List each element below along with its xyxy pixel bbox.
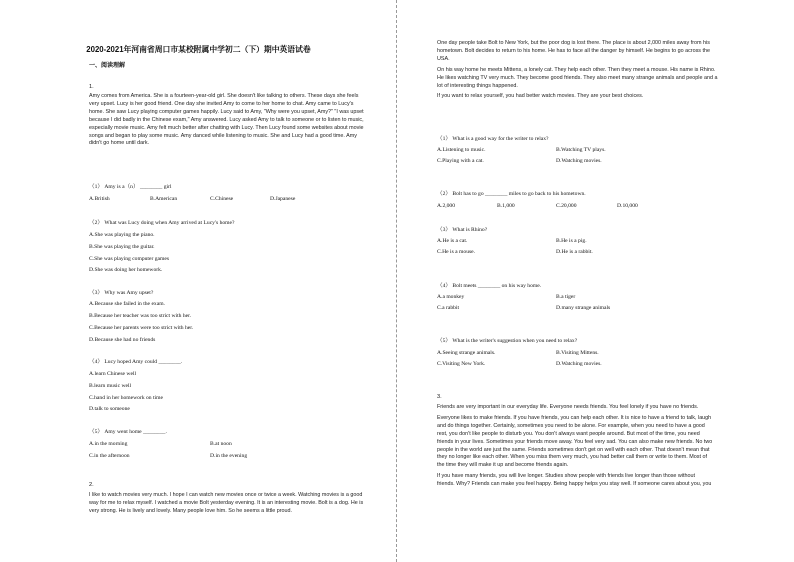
option-c[interactable]: C.Chinese xyxy=(210,196,234,202)
option-b[interactable]: B.Because her teacher was too strict with her. xyxy=(89,313,192,319)
option-d[interactable]: D.She was doing her homework. xyxy=(89,267,163,273)
option-b[interactable]: B.a tiger xyxy=(556,294,576,300)
option-a[interactable]: A.Because she failed in the exam. xyxy=(89,301,165,307)
option-a[interactable]: A.learn Chinese well xyxy=(89,371,137,377)
option-a[interactable]: A.2,000 xyxy=(437,203,456,209)
option-b[interactable]: B.Watching TV plays. xyxy=(556,147,606,153)
option-a[interactable]: A.He is a cat. xyxy=(437,238,468,244)
option-d[interactable]: D.Watching movies. xyxy=(556,361,602,367)
option-c[interactable]: C.She was playing computer games xyxy=(89,256,170,262)
option-b[interactable]: B.American xyxy=(150,196,178,202)
option-a[interactable]: A.Seeing strange animals. xyxy=(437,350,496,356)
page-title: 2020-2021年河南省周口市某校附属中学初二（下）期中英语试卷 xyxy=(86,45,311,54)
option-d[interactable]: D.Japanese xyxy=(270,196,296,202)
option-a[interactable]: A.a monkey xyxy=(437,294,465,300)
option-d[interactable]: D.10,000 xyxy=(617,203,638,209)
question-stem: （4） Lucy hoped Amy could ________. xyxy=(89,359,183,365)
option-b[interactable]: B.learn music well xyxy=(89,383,132,389)
option-d[interactable]: D.talk to someone xyxy=(89,406,130,412)
passage-number: 3. xyxy=(437,394,442,400)
question-stem: （5） What is the writer's suggestion when you need to relax? xyxy=(437,338,578,344)
option-c[interactable]: C.Visiting New York. xyxy=(437,361,486,367)
question-stem: （2） What was Lucy doing when Amy arrived at Lucy's home? xyxy=(89,220,235,226)
passage-1-text: Amy comes from America. She is a fourteen-year-old girl. She doesn't like talking to others. These days she feels very upset. Lucy is her good friend. One day she invited Amy to come to her home to chat. Amy came to Lucy's home. She saw Lucy playing computer games happily. Lucy said to Amy, "Why were you upset, Amy?" "I was upset because I did badly in the Chinese exam," Amy answered. Lucy asked Amy to talk to someone or to listen to music, especially movie music. Amy felt much better after chatting with Lucy. Then Lucy found some websites about movie songs and began to play some music. Amy danced while listening to music. She and Lucy had a good time. Amy didn't go home until dark. xyxy=(89,93,364,147)
option-a[interactable]: A.Listening to music. xyxy=(437,147,486,153)
question-stem: （2） Bolt has to go ________ miles to go back to his hometown. xyxy=(437,191,586,197)
question-stem: （3） What is Rhino? xyxy=(437,227,488,233)
option-c[interactable]: C.Because her parents were too strict with her. xyxy=(89,325,194,331)
option-b[interactable]: B.at noon xyxy=(210,441,232,447)
question-stem: （4） Bolt meets ________ on his way home. xyxy=(437,283,542,289)
option-c[interactable]: C.20,000 xyxy=(556,203,577,209)
option-c[interactable]: C.hand in her homework on time xyxy=(89,395,163,401)
option-a[interactable]: A.British xyxy=(89,196,110,202)
passage-2-text-cont: One day people take Bolt to New York, but the poor dog is lost there. The place is about 2,000 miles away from his hometown. Bolt decides to return to his home. He has to face all the danger by himself. He begins to go across the USA. On his way home he meets Mittens, a lonely cat. They help each other. Then they meet a mouse. His name is Rhino. He likes watching TV very much. They become good friends. They also meet many strange animals and people and a lot of interesting things happened. If you want to relax yourself, you had better watch movies. They are your best choices. xyxy=(437,40,718,100)
option-d[interactable]: D.Watching movies. xyxy=(556,158,602,164)
option-b[interactable]: B.1,000 xyxy=(497,203,515,209)
option-d[interactable]: D.many strange animals xyxy=(556,305,611,311)
option-d[interactable]: D.He is a rabbit. xyxy=(556,249,593,255)
option-b[interactable]: B.She was playing the guitar. xyxy=(89,244,155,250)
option-a[interactable]: A.in the morning xyxy=(89,441,128,447)
option-d[interactable]: D.Because she had no friends xyxy=(89,337,156,343)
question-stem: （3） Why was Amy upset? xyxy=(89,290,154,296)
option-c[interactable]: C.He is a mouse. xyxy=(437,249,476,255)
option-c[interactable]: C.Playing with a cat. xyxy=(437,158,484,164)
passage-3-text: Friends are very important in our everyday life. Everyone needs friends. You feel lonely if you have no friends. Everyone likes to make friends. If you have friends, you can help each other. It is nice to have a friend to talk, laugh and do things together. Certainly, sometimes you need to be alone. For example, when you need to have a good rest, you don't like people to disturb you. You don't always want people around. But most of the time, you need friends in your lives. Sometimes your friends move away. You feel very sad. You can also make new friends. No two people in the world are just the same. Friends sometimes don't get on well with each other. That doesn't mean that they no longer like each other. When you miss them very much, you had better call them or write to them. Most of the time they will make it up and become friends again. If you have many friends, you will live longer. Studies show people with friends live longer than those without friends. Why? Friends can make you feel happy. Being happy helps you stay well. If someone cares about you, you xyxy=(437,404,713,488)
option-b[interactable]: B.He is a pig. xyxy=(556,238,587,244)
question-stem: （1） What is a good way for the writer to relax? xyxy=(437,136,549,142)
right-page xyxy=(397,0,794,562)
passage-number: 1. xyxy=(89,84,94,90)
passage-2-text-start: I like to watch movies very much. I hope I can watch new movies once or twice a week. Watching movies is a good way for me to relax myself. I watched a movie Bolt yesterday evening. It is an interesting movie. Bolt is a dog. He is very strong. He is lively and lovely. Many people love him. So he seems a little proud. xyxy=(89,492,364,514)
option-a[interactable]: A.She was playing the piano. xyxy=(89,232,155,238)
option-c[interactable]: C.in the afternoon xyxy=(89,453,130,459)
option-d[interactable]: D.in the evening xyxy=(210,453,248,459)
option-c[interactable]: C.a rabbit xyxy=(437,305,460,311)
question-stem: （1） Amy is a（n） ________ girl xyxy=(89,184,172,190)
option-b[interactable]: B.Visiting Mittens. xyxy=(556,350,599,356)
section-heading: 一、阅读理解 xyxy=(89,63,126,69)
passage-number: 2. xyxy=(89,482,94,488)
question-stem: （5） Amy went home ________. xyxy=(89,429,167,435)
